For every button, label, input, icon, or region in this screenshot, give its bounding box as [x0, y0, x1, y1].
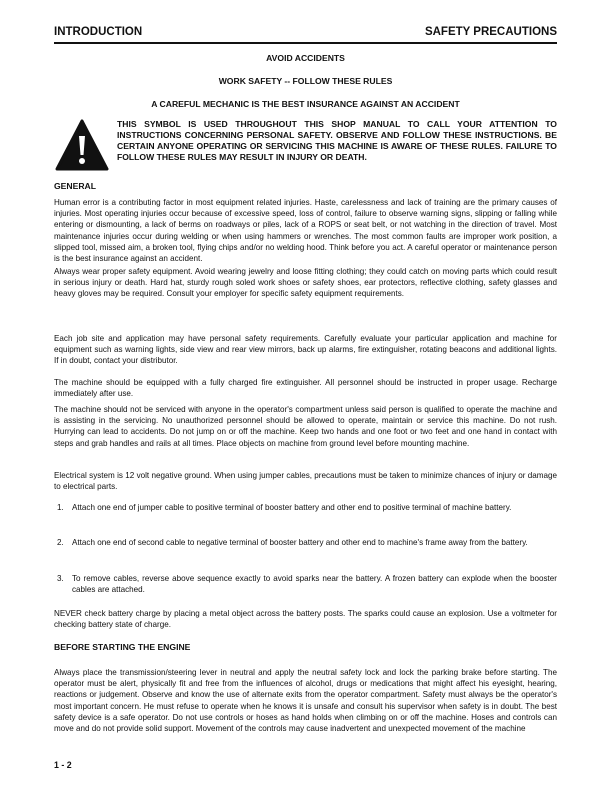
safety-warning-block [54, 119, 557, 175]
electrical-paragraph: Electrical system is 12 volt negative ground. When using jumper cables, precautions must be taken to minimize chances of injury or damage to electrical parts. [54, 471, 557, 492]
general-paragraph-1: Human error is a contributing factor in most equipment related injuries. Haste, carelessness and lack of training are the primary causes of injuries. Most operating injuries occur because of excessive speed, loss of control, failure to observe warning signs, slipping or falling while entering or dismounting, a lack of berms on roadways or piles, lack of a ROPS or seat belt, or not watching in the direction of travel. Most maintenance injuries occur during welding or when using hammers or wrenches. The most common faults are improper work position, a slipped tool, missed aim, a broken tool, flying chips and/or no welding hood. Think before you act. A careful operator or maintenance person is the best insurance against an accident. [54, 198, 557, 264]
step-text: To remove cables, reverse above sequence exactly to avoid sparks near the battery. A frozen battery can explode when the booster cables are attached. [72, 574, 557, 595]
work-safety-title: WORK SAFETY -- FOLLOW THESE RULES [218, 76, 393, 86]
page-number: 1 - 2 [54, 760, 72, 770]
chapter-title: SAFETY PRECAUTIONS [424, 26, 557, 38]
careful-mechanic-title: A CAREFUL MECHANIC IS THE BEST INSURANCE AGAINST AN ACCIDENT [151, 99, 460, 109]
step-number: 3. [57, 574, 64, 583]
step-text: Attach one end of second cable to negative terminal of booster battery and other end to machine's frame away from the battery. [72, 538, 528, 547]
before-starting-heading: BEFORE STARTING THE ENGINE [54, 642, 191, 652]
general-paragraph-2: Always wear proper safety equipment. Avoid wearing jewelry and loose fitting clothing; they could catch on moving parts which could result in serious injury or death. Hard hat, sturdy rough soled work shoes or safety shoes, ear protectors, reflective clothing, safety glasses and heavy gloves may be required. Consult your employer for specific safety equipment requirements. [54, 267, 557, 299]
avoid-accidents-title: AVOID ACCIDENTS [266, 53, 345, 63]
warning-text: THIS SYMBOL IS USED THROUGHOUT THIS SHOP MANUAL TO CALL YOUR ATTENTION TO INSTRUCTIONS CONCERNING PERSONAL SAFETY. OBSERVE AND FOLLOW THESE INSTRUCTIONS. BE CERTAIN ANYONE OPERATING OR SERVICING THIS MACHINE IS AWARE OF THESE RULES. FAILURE TO FOLLOW THESE RULES MAY RESULT IN INJURY OR DEATH. [117, 119, 557, 162]
warning-triangle-icon [55, 119, 109, 171]
general-paragraph-5: The machine should not be serviced with anyone in the operator's compartment unless said person is qualified to operate the machine and is assisting in the servicing. No unauthorized personnel should be allowed to operate, maintain or service this machine. Do not rush. Hurrying can lead to accidents. Do not jump on or off the machine. Keep two hands and one foot or two feet and one hand in contact with steps and grab handles and rails at all times. Place objects on machine from ground level before mounting machine. [54, 405, 557, 448]
general-paragraph-3: Each job site and application may have personal safety requirements. Carefully evaluate your particular application and machine for equipment such as warning lights, side view and rear view mirrors, back up alarms, fire extinguisher, rotating beacons and additional lights. If in doubt, contact your distributor. [54, 334, 557, 366]
step-text: Attach one end of jumper cable to positive terminal of booster battery and other end to positive terminal of machine battery. [72, 503, 512, 512]
step-number: 1. [57, 503, 64, 512]
general-paragraph-4: The machine should be equipped with a fully charged fire extinguisher. All personnel should be instructed in proper usage. Recharge immediately after use. [54, 378, 557, 399]
section-title: INTRODUCTION [54, 26, 143, 38]
before-starting-paragraph: Always place the transmission/steering lever in neutral and apply the neutral safety lock and lock the parking brake before starting. The operator must be alert, physically fit and free from the influences of alcohol, drugs or medications that might affect his eyesight, hearing, reactions or judgement. Observe and know the use of alternate exits from the operator compartment. Safety must always be the operator's most important concern. He must refuse to operate when he knows it is unsafe and consult his supervisor when safety is in doubt. The best safety device is a safe operator. Do not use controls or hoses as hand holds when climbing on or off the machine. Hoses and controls can move and do not provide solid support. Movement of the controls may cause inadvertent and unexpected movement of the machine [54, 668, 557, 734]
general-heading: GENERAL [54, 181, 97, 191]
step-number: 2. [57, 538, 64, 547]
page-header [54, 26, 557, 44]
battery-warning-paragraph: NEVER check battery charge by placing a metal object across the battery posts. The sparks could cause an explosion. Use a voltmeter for checking battery state of charge. [54, 609, 557, 630]
